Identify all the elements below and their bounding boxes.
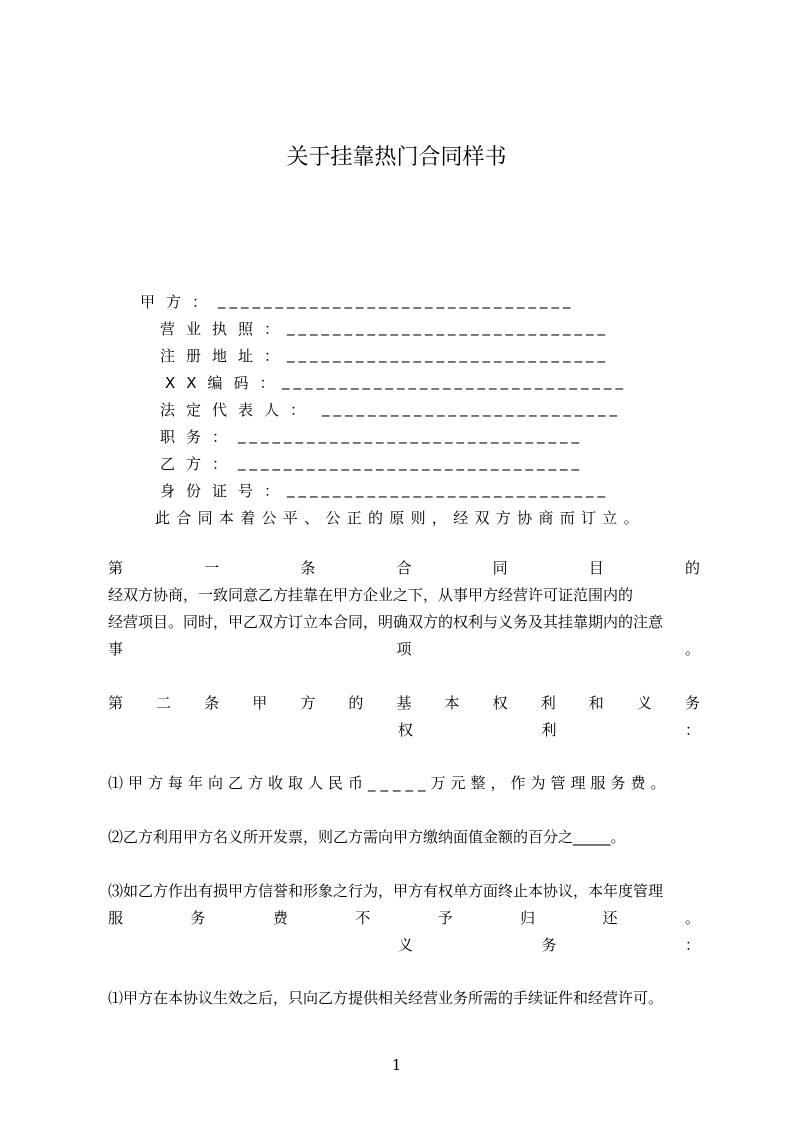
text-char: 事 bbox=[108, 640, 124, 658]
rights-item-3-line-2 bbox=[108, 907, 700, 928]
text-char: 服 bbox=[108, 909, 124, 927]
text-char: 。 bbox=[684, 640, 700, 658]
business-license-row bbox=[0, 318, 793, 340]
article-1-line-4 bbox=[108, 638, 700, 659]
party-b-label: 乙方： bbox=[160, 455, 239, 473]
heading-char: ： bbox=[684, 721, 700, 739]
id-number-label: 身份证号： bbox=[160, 482, 291, 500]
text-char: 还 bbox=[602, 909, 618, 927]
document-title: 关于挂靠热门合同样书 bbox=[286, 145, 507, 170]
business-license-label: 营业执照： bbox=[160, 320, 291, 338]
party-a-label: 甲方： bbox=[140, 293, 219, 311]
heading-char: 条 bbox=[204, 694, 220, 712]
legal-rep-label: 法定代表人： bbox=[160, 401, 317, 419]
text-char: 。 bbox=[684, 909, 700, 927]
party-b-blank: ______________________________ bbox=[238, 453, 583, 471]
heading-char: 本 bbox=[444, 694, 460, 712]
id-number-row bbox=[0, 480, 793, 502]
text-char: 务 bbox=[190, 909, 206, 927]
heading-char: 第 bbox=[108, 694, 124, 712]
preamble-row bbox=[0, 507, 793, 529]
code-label: XX编码： bbox=[165, 374, 286, 392]
party-a-row bbox=[0, 291, 793, 313]
heading-char: 甲 bbox=[252, 694, 268, 712]
heading-char: 一 bbox=[204, 559, 220, 577]
party-a-blank: _______________________________ bbox=[218, 291, 575, 309]
legal-rep-blank: __________________________ bbox=[322, 399, 621, 417]
heading-char: 务 bbox=[541, 936, 557, 954]
position-label: 职务： bbox=[160, 428, 239, 446]
id-number-blank: ____________________________ bbox=[287, 480, 609, 498]
duties-heading bbox=[398, 934, 700, 955]
code-blank: ______________________________ bbox=[282, 372, 627, 390]
registered-address-blank: ____________________________ bbox=[287, 345, 609, 363]
heading-char: 二 bbox=[156, 694, 172, 712]
legal-rep-row bbox=[0, 399, 793, 421]
text-char: 费 bbox=[272, 909, 288, 927]
heading-char: 利 bbox=[541, 721, 557, 739]
position-blank: ______________________________ bbox=[238, 426, 583, 444]
heading-char: 同 bbox=[492, 559, 508, 577]
registered-address-row bbox=[0, 345, 793, 367]
text-char: 项 bbox=[396, 640, 412, 658]
code-row bbox=[0, 372, 793, 394]
registered-address-label: 注册地址： bbox=[160, 347, 291, 365]
heading-char: 权 bbox=[492, 694, 508, 712]
position-row bbox=[0, 426, 793, 448]
text-char: 归 bbox=[520, 909, 536, 927]
heading-char: 合 bbox=[396, 559, 412, 577]
heading-char: 基 bbox=[396, 694, 412, 712]
article-1-line-2: 经双方协商，一致同意乙方挂靠在甲方企业之下，从事甲方经营许可证范围内的 bbox=[108, 586, 634, 604]
heading-char: 条 bbox=[300, 559, 316, 577]
rights-item-3-line-1: ⑶如乙方作出有损甲方信誉和形象之行为，甲方有权单方面终止本协议，本年度管理 bbox=[108, 882, 664, 900]
page-number: 1 bbox=[391, 1056, 402, 1074]
rights-item-2: ⑵乙方利用甲方名义所开发票，则乙方需向甲方缴纳面值金额的百分之_____。 bbox=[108, 828, 626, 846]
heading-char: 权 bbox=[398, 721, 414, 739]
rights-item-1: ⑴甲方每年向乙方收取人民币_____万元整，作为管理服务费。 bbox=[108, 774, 671, 792]
text-char: 予 bbox=[437, 909, 453, 927]
article-2-heading bbox=[108, 692, 700, 713]
article-1-heading bbox=[108, 557, 700, 578]
heading-char: 务 bbox=[684, 694, 700, 712]
heading-char: 第 bbox=[108, 559, 124, 577]
heading-char: 的 bbox=[348, 694, 364, 712]
article-1-line-3: 经营项目。同时，甲乙双方订立本合同，明确双方的权利与义务及其挂靠期内的注意 bbox=[108, 613, 664, 631]
heading-char: 方 bbox=[300, 694, 316, 712]
heading-char: 义 bbox=[636, 694, 652, 712]
preamble-text: 此合同本着公平、公正的原则，经双方协商而订立。 bbox=[155, 509, 645, 527]
text-char: 不 bbox=[355, 909, 371, 927]
heading-char: 目 bbox=[588, 559, 604, 577]
heading-char: 和 bbox=[588, 694, 604, 712]
heading-char: ： bbox=[684, 936, 700, 954]
duties-item-1: ⑴甲方在本协议生效之后，只向乙方提供相关经营业务所需的手续证件和经营许可。 bbox=[108, 989, 664, 1007]
rights-heading bbox=[398, 719, 700, 740]
business-license-blank: ____________________________ bbox=[287, 318, 609, 336]
heading-char: 利 bbox=[540, 694, 556, 712]
heading-char: 义 bbox=[398, 936, 414, 954]
party-b-row bbox=[0, 453, 793, 475]
heading-char: 的 bbox=[684, 559, 700, 577]
